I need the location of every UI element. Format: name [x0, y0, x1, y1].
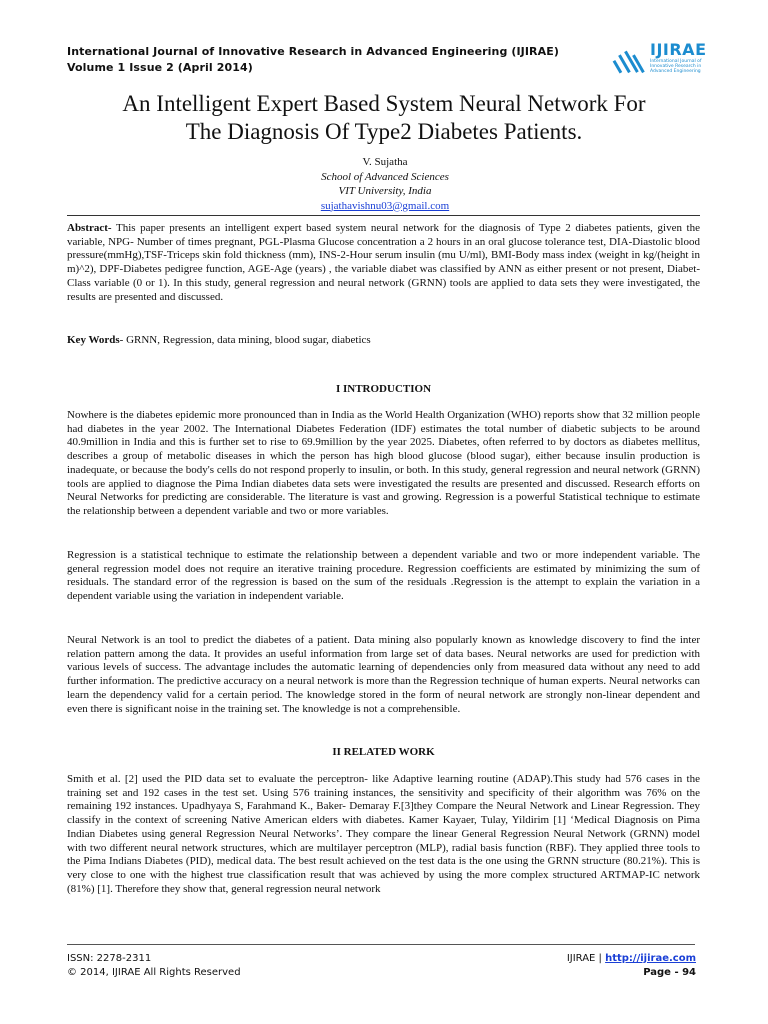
related-work-paragraph-1: Smith et al. [2] used the PID data set to evaluate the perceptron- like Adaptive learning routine (ADAP).This study had 576 cases in the training set and 192 cases in the test set. Using 576 training instances, the sensitivity and specificity of their algorithm was 76% on the remaining 192 instances. Upadhyaya S, Farahmand K., Baker- Demaray F.[3]they Compare the Neural Network and Linear Regression. They classify in the context of screening Native American elders with diabetes. Kamer Kayaer, Tulay, Yildirim [1] ‘Medical Diagnosis on Pima Indian Diabetes using general Regression Neural Networks’. They compare the linear General Regression Neural Network (GRNN) model with two different neural network structures, which are multilayer perceptron (MLP), radial basis function (RBF). They applied three tools to the Pima Indians Diabetes (PID), medical data. The best result achieved on the test data is the one using the GRNN structure (80.21%). This is very close to one with the highest true classification result that was achieved by using the more complex structured ARTMAP-IC network (81%) [1]. Therefore they show that, general regression neural network [67, 773, 700, 895]
footer-url-link[interactable]: http://ijirae.com [605, 953, 696, 964]
abstract [67, 222, 700, 304]
intro-paragraph-1: Nowhere is the diabetes epidemic more pronounced than in India as the World Health Organization (WHO) reports show that 32 million people had diabetes in the year 2002. The International Diabetes Federation (IDF) estimates the total number of diabetic subjects to be around 40.9million in India and this is further set to rise to 69.9million by the year 2025. Diabetes, often referred to by doctors as diabetes mellitus, describes a group of metabolic diseases in which the person has high blood glucose (blood sugar), either because insulin production is inadequate, or because the body's cells do not respond properly to insulin, or both. In this study, general regression and neural network (GRNN) tools are applied to diagnose the Pima Indian diabetes data sets were investigated the results are presented and discussed. Research efforts on Neural Networks for predicting are considerable. The literature is vast and growing. Regression is a powerful Statistical technique to estimate the relationship between a dependent variable and two or more variables. [67, 409, 701, 517]
footer-copyright: © 2014, IJIRAE All Rights Reserved [67, 967, 241, 978]
author-email-link[interactable]: sujathavishnu03@gmail.com [320, 199, 450, 212]
author-name: V. Sujatha [362, 156, 408, 168]
journal-volume: Volume 1 Issue 2 (April 2014) [67, 61, 253, 74]
author-university: VIT University, India [338, 185, 432, 197]
footer-divider [67, 944, 695, 945]
footer-journal-link [567, 951, 696, 966]
keywords [67, 334, 700, 348]
footer-journal-short: IJIRAE | [566, 953, 606, 964]
journal-logo [612, 40, 708, 80]
logo-subtext: International Journal of Innovative Research in Advanced Engineering [650, 59, 702, 74]
abstract-label: Abstract- [67, 222, 112, 234]
author-block [200, 155, 570, 213]
paper-title [50, 90, 718, 146]
footer-issn: ISSN: 2278-2311 [67, 953, 152, 964]
title-line-2: The Diagnosis Of Type2 Diabetes Patients. [185, 119, 583, 144]
journal-name: International Journal of Innovative Research in Advanced Engineering (IJIRAE) [67, 45, 559, 58]
footer-page-number: Page - 94 [643, 967, 696, 978]
keywords-label: Key Words [67, 334, 120, 346]
intro-paragraph-3: Neural Network is an tool to predict the diabetes of a patient. Data mining also popularly known as knowledge discovery to find the inter relation pattern among the data. It provides an useful information from large set of data bases. Neural networks are used for prediction with various levels of success. The advantage includes the automatic learning of dependencies only from measured data without any need to add further information. The predictive accuracy on a neural network is more than the Regression technique of human experts. Neural networks can learn the dependency valid for a certain period. The knowledge stored in the form of neural network are strongly non-linear dependent and even there is significant noise in the training set. The knowledge is not a comprehensible. [67, 634, 700, 715]
author-school: School of Advanced Sciences [321, 170, 449, 183]
intro-paragraph-2: Regression is a statistical technique to estimate the relationship between a dependent variable and two or more independent variable. The general regression model does not require an iterative training procedure. Regression coefficients are estimated by minimizing the sum of residuals. The standard error of the regression is based on the sum of the residuals .Regression is the attempt to explain the variation in a dependent variable using the variation in independent variable. [67, 549, 700, 603]
journal-header [67, 44, 559, 76]
logo-text: IJIRAE [650, 40, 707, 59]
keywords-text: - GRNN, Regression, data mining, blood sugar, diabetics [119, 334, 371, 346]
logo-mark-icon [612, 40, 650, 80]
header-divider [67, 215, 700, 216]
section-heading-related-work: II RELATED WORK [332, 746, 435, 758]
abstract-text: This paper presents an intelligent expert based system neural network for the diagnosis of Type 2 diabetes patients, given the variable, NPG- Number of times pregnant, PGL-Plasma Glucose concentration a 2 hours in an oral glucose tolerance test, DIA-Diastolic blood pressure(mmHg),TSF-Triceps skin fold thickness (mm), INS-2-Hour serum insulin (mu U/ml), BMI-Body mass index (weight in kg/(height in m)^2), DPF-Diabetes pedigree function, AGE-Age (years) , the variable diabet was classified by ANN as either present or not present, Diabet- Class variable (0 or 1). In this study, general regression and neural network (GRNN) tools are applied to data sets they were investigated, the results are presented and discussed. [67, 222, 700, 303]
section-heading-introduction: I INTRODUCTION [335, 383, 432, 395]
title-line-1: An Intelligent Expert Based System Neural Network For [122, 91, 646, 116]
